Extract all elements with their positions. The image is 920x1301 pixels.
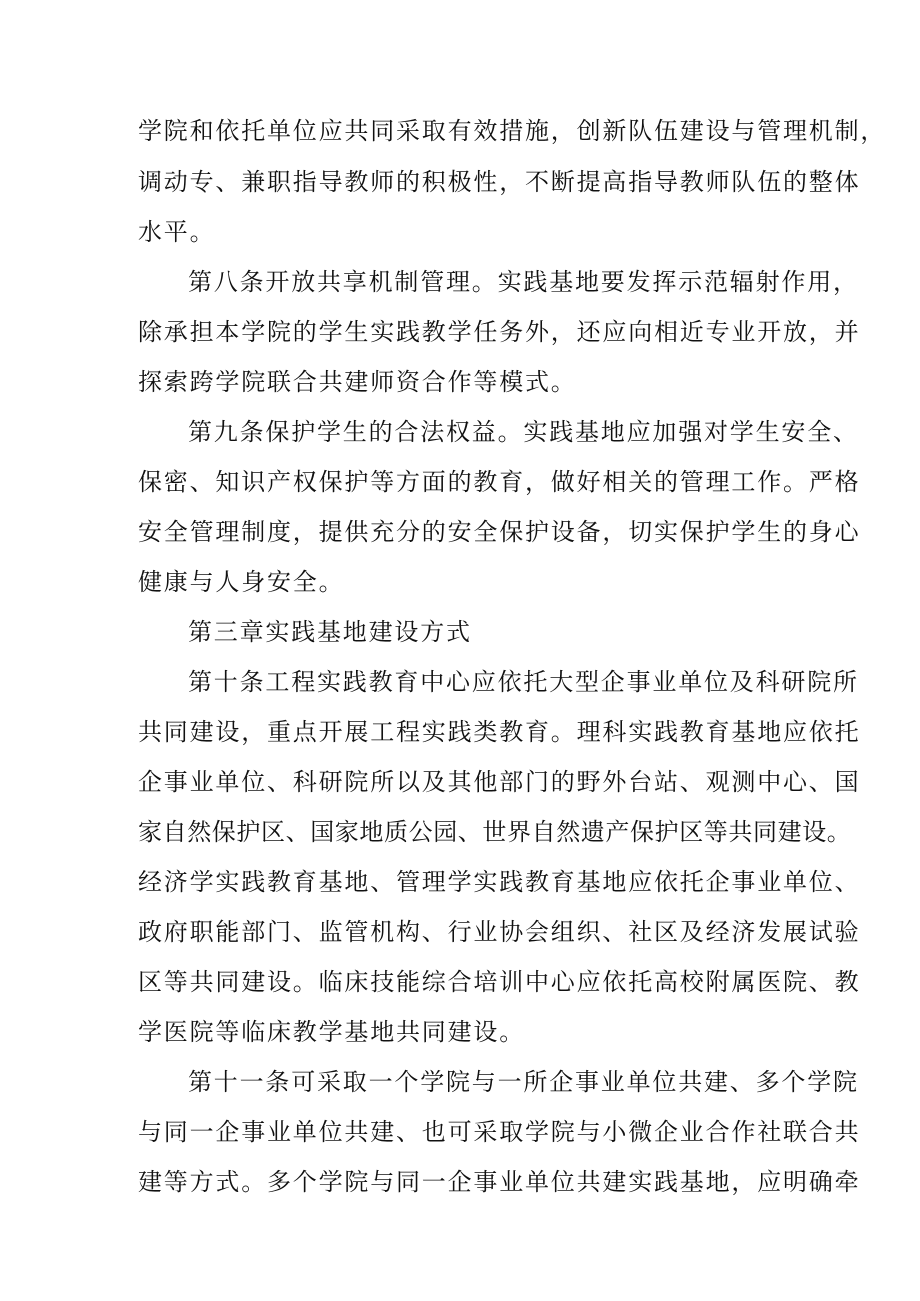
- text-line: 调动专、兼职指导教师的积极性，不断提高指导教师队伍的整体: [138, 168, 861, 196]
- text-line: 健康与人身安全。: [138, 568, 345, 596]
- text-line: 探索跨学院联合共建师资合作等模式。: [138, 368, 577, 396]
- text-line: 安全管理制度，提供充分的安全保护设备，切实保护学生的身心: [138, 518, 861, 546]
- text-line: 学医院等临床教学基地共同建设。: [138, 1018, 525, 1046]
- text-line: 家自然保护区、国家地质公园、世界自然遗产保护区等共同建设。: [138, 818, 852, 846]
- article-heading-line: 第十一条可采取一个学院与一所企事业单位共建、多个学院: [188, 1068, 859, 1096]
- article-heading-line: 第十条工程实践教育中心应依托大型企事业单位及科研院所: [188, 668, 859, 696]
- text-line: 水平。: [138, 218, 216, 246]
- text-line: 政府职能部门、监管机构、行业协会组织、社区及经济发展试验: [138, 918, 861, 946]
- article-heading-line: 第九条保护学生的合法权益。实践基地应加强对学生安全、: [188, 418, 859, 446]
- text-line: 企事业单位、科研院所以及其他部门的野外台站、观测中心、国: [138, 768, 861, 796]
- text-line: 经济学实践教育基地、管理学实践教育基地应依托企事业单位、: [138, 868, 861, 896]
- chapter-heading: 第三章实践基地建设方式: [188, 618, 472, 646]
- article-heading-line: 第八条开放共享机制管理。实践基地要发挥示范辐射作用，: [188, 268, 859, 296]
- text-line: 共同建设，重点开展工程实践类教育。理科实践教育基地应依托: [138, 718, 861, 746]
- text-line: 除承担本学院的学生实践教学任务外，还应向相近专业开放，并: [138, 318, 861, 346]
- text-line: 建等方式。多个学院与同一企事业单位共建实践基地，应明确牵: [138, 1168, 861, 1196]
- text-line: 与同一企事业单位共建、也可采取学院与小微企业合作社联合共: [138, 1118, 861, 1146]
- text-line: 保密、知识产权保护等方面的教育，做好相关的管理工作。严格: [138, 468, 861, 496]
- text-line: 学院和依托单位应共同采取有效措施，创新队伍建设与管理机制，: [138, 117, 887, 145]
- text-line: 区等共同建设。临床技能综合培训中心应依托高校附属医院、教: [138, 968, 861, 996]
